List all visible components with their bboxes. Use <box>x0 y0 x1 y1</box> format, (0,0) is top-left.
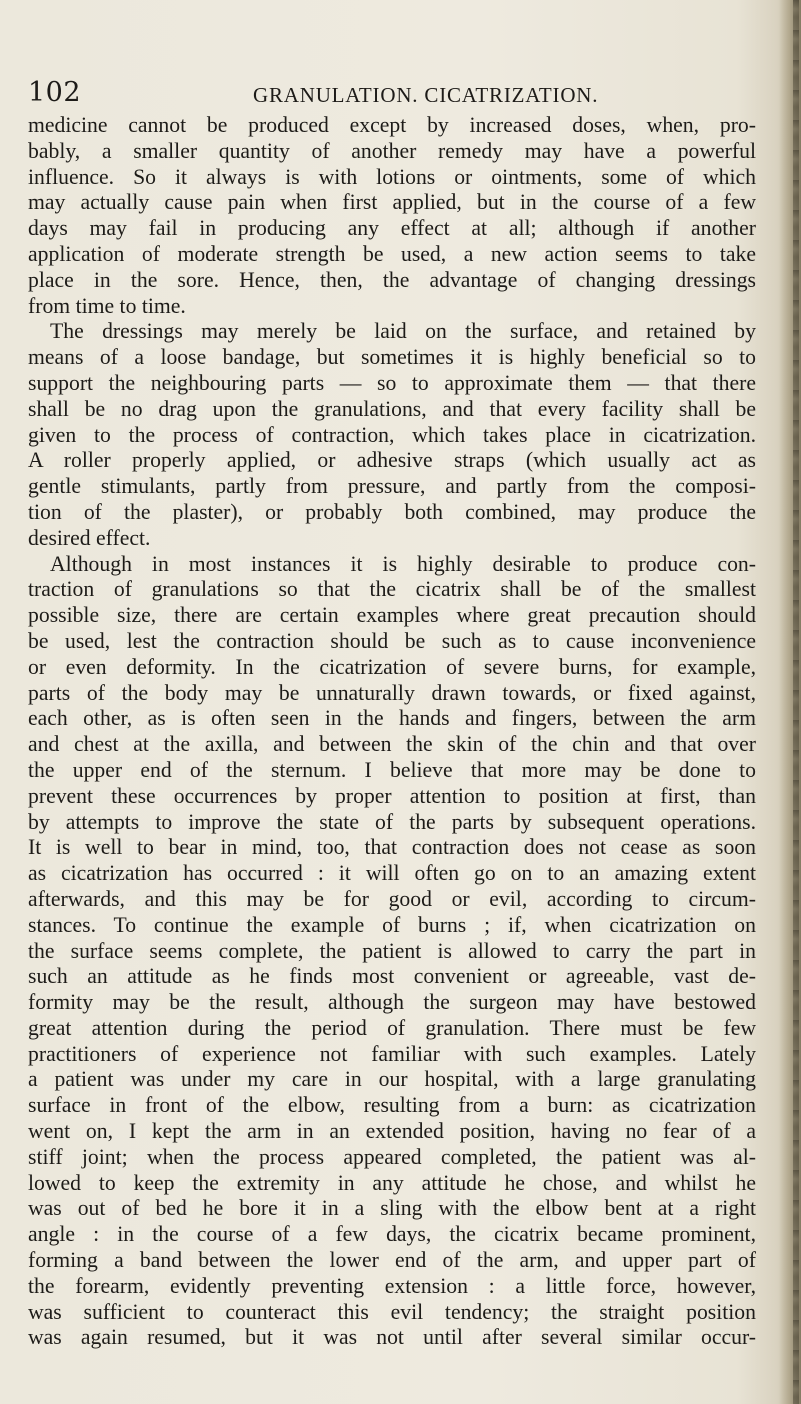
text-line: angle : in the course of a few days, the cicatrix became prominent, <box>28 1222 756 1247</box>
text-line: shall be no drag upon the granulations, and that every facility shall be <box>28 396 756 421</box>
text-line: the forearm, evidently preventing extension : a little force, however, <box>28 1273 756 1298</box>
page-binding-edge <box>779 0 801 1404</box>
text-line: means of a loose bandage, but sometimes it is highly beneficial so to <box>28 345 756 370</box>
text-line: the surface seems complete, the patient is allowed to carry the part in <box>28 938 756 963</box>
text-line: surface in front of the elbow, resulting from a burn: as cicatrization <box>28 1093 756 1118</box>
text-line: may actually cause pain when first applied, but in the course of a few <box>28 190 756 215</box>
text-line: medicine cannot be produced except by increased doses, when, pro- <box>28 113 756 137</box>
text-line: or even deformity. In the cicatrization of severe burns, for example, <box>28 654 756 679</box>
text-line: as cicatrization has occurred : it will often go on to an amazing extent <box>28 861 756 886</box>
binding-shadow <box>793 0 799 1404</box>
text-line: by attempts to improve the state of the parts by subsequent operations. <box>28 809 756 834</box>
text-line: each other, as is often seen in the hands and fingers, between the arm <box>28 706 756 731</box>
text-line: A roller properly applied, or adhesive straps (which usually act as <box>28 448 756 473</box>
text-line: was out of bed he bore it in a sling with the elbow bent at a right <box>28 1196 756 1221</box>
text-line: great attention during the period of granulation. There must be few <box>28 1015 756 1040</box>
page-header <box>28 76 748 116</box>
text-line: was again resumed, but it was not until after several similar occur- <box>28 1325 756 1350</box>
text-line: lowed to keep the extremity in any attitude he chose, and whilst he <box>28 1170 756 1195</box>
running-head: GRANULATION. CICATRIZATION. <box>253 83 599 107</box>
text-line: stiff joint; when the process appeared completed, the patient was al- <box>28 1144 756 1169</box>
paragraph-start-line: The dressings may merely be laid on the surface, and retained by <box>50 319 756 344</box>
text-line: the upper end of the sternum. I believe that more may be done to <box>28 757 756 782</box>
body-text <box>28 113 756 1351</box>
text-line: parts of the body may be unnaturally drawn towards, or fixed against, <box>28 680 756 705</box>
text-line: gentle stimulants, partly from pressure, and partly from the composi- <box>28 474 756 499</box>
text-line: support the neighbouring parts — so to approximate them — that there <box>28 370 756 395</box>
text-line: went on, I kept the arm in an extended position, having no fear of a <box>28 1119 756 1144</box>
text-line: bably, a smaller quantity of another remedy may have a powerful <box>28 138 756 163</box>
text-line: and chest at the axilla, and between the skin of the chin and that over <box>28 732 756 757</box>
text-line: stances. To continue the example of burns ; if, when cicatrization on <box>28 912 756 937</box>
text-line: influence. So it always is with lotions or ointments, some of which <box>28 164 756 189</box>
text-line: prevent these occurrences by proper attention to position at first, than <box>28 783 756 808</box>
text-line: days may fail in producing any effect at all; although if another <box>28 216 756 241</box>
text-line: forming a band between the lower end of the arm, and upper part of <box>28 1248 756 1273</box>
text-line: afterwards, and this may be for good or evil, according to circum- <box>28 886 756 911</box>
text-line: formity may be the result, although the surgeon may have bestowed <box>28 990 756 1015</box>
text-line: a patient was under my care in our hospital, with a large granulating <box>28 1067 756 1092</box>
paragraph-start-line: Although in most instances it is highly desirable to produce con- <box>50 551 756 576</box>
text-line: possible size, there are certain examples where great precaution should <box>28 603 756 628</box>
text-line: It is well to bear in mind, too, that contraction does not cease as soon <box>28 835 756 860</box>
text-line: practitioners of experience not familiar with such examples. Lately <box>28 1041 756 1066</box>
text-line: place in the sore. Hence, then, the advantage of changing dressings <box>28 267 756 292</box>
text-line: traction of granulations so that the cicatrix shall be of the smallest <box>28 577 756 602</box>
text-line: such an attitude as he finds most convenient or agreeable, vast de- <box>28 964 756 989</box>
text-line: application of moderate strength be used, a new action seems to take <box>28 241 756 266</box>
text-line: be used, lest the contraction should be such as to cause inconvenience <box>28 628 756 653</box>
text-line: from time to time. <box>28 293 186 318</box>
text-line: tion of the plaster), or probably both combined, may produce the <box>28 499 756 524</box>
text-line: given to the process of contraction, which takes place in cicatrization. <box>28 422 756 447</box>
page-number: 102 <box>28 77 82 108</box>
text-line: desired effect. <box>28 525 151 550</box>
text-line: was sufficient to counteract this evil tendency; the straight position <box>28 1299 756 1324</box>
